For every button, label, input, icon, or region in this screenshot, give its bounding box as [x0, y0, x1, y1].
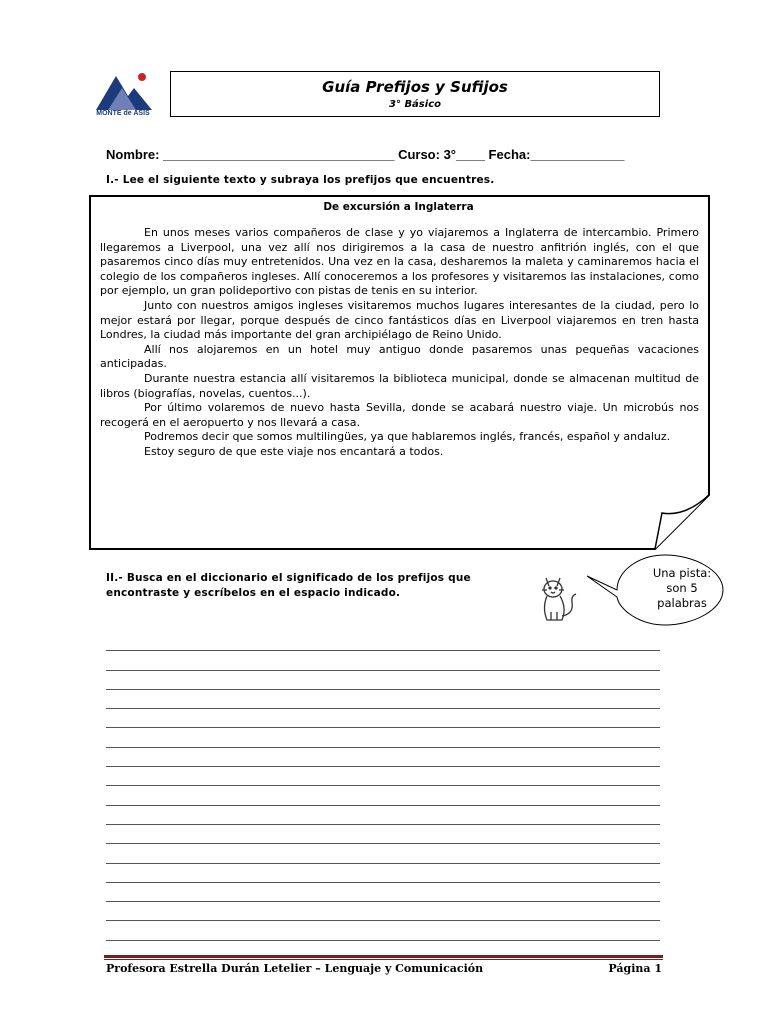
nombre-label: Nombre: [106, 147, 160, 162]
answer-line[interactable] [106, 825, 660, 844]
page-subtitle: 3° Básico [389, 99, 441, 110]
student-info-line [106, 147, 624, 162]
curso-label: Curso: 3° [398, 147, 456, 162]
answer-line[interactable] [106, 921, 660, 940]
hint-line: son 5 [666, 581, 698, 595]
reading-paragraph: Junto con nuestros amigos ingleses visitaremos muchos lugares interesantes de la ciudad, pero lo mejor estará por llegar, porque después de cinco fantásticos días en Liverpool viajaremos en tren hasta Londres, la ciudad más importante del gran archipiélago de Reino Unido. [100, 298, 699, 342]
answer-line[interactable] [106, 902, 660, 921]
reading-paragraph: Durante nuestra estancia allí visitaremos la biblioteca municipal, donde se almacenan multitud de libros (biografías, novelas, cuentos...). [100, 371, 699, 400]
answer-line[interactable] [106, 767, 660, 786]
answer-line[interactable] [106, 786, 660, 805]
answer-lines[interactable] [106, 632, 660, 941]
hint-text [640, 566, 724, 611]
reading-text [100, 226, 699, 460]
reading-paragraph: Podremos decir que somos multilingües, ya que hablaremos inglés, francés, español y andaluz. [144, 430, 671, 444]
page-title: Guía Prefijos y Sufijos [322, 78, 508, 96]
section-1-instruction: I.- Lee el siguiente texto y subraya los prefijos que encuentres. [106, 174, 495, 186]
answer-line[interactable] [106, 844, 660, 863]
answer-line[interactable] [106, 728, 660, 747]
answer-line[interactable] [106, 632, 660, 651]
fecha-blank[interactable]: _____________ [530, 147, 625, 162]
answer-line[interactable] [106, 671, 660, 690]
answer-line[interactable] [106, 883, 660, 902]
reading-paragraph: Estoy seguro de que este viaje nos encantará a todos. [144, 444, 444, 458]
answer-line[interactable] [106, 690, 660, 709]
fecha-label: Fecha: [488, 147, 531, 162]
answer-line[interactable] [106, 709, 660, 728]
section-2-instruction: II.- Busca en el diccionario el significado de los prefijos que encontraste y escríbelos en el espacio indicado. [106, 572, 471, 599]
nombre-blank[interactable]: ________________________________ [163, 147, 395, 162]
answer-line[interactable] [106, 651, 660, 670]
footer-rule [104, 955, 663, 958]
answer-line[interactable] [106, 748, 660, 767]
reading-paragraph: Allí nos alojaremos en un hotel muy antiguo donde pasaremos unas pequeñas vacaciones anticipadas. [100, 342, 699, 371]
page-number: Página 1 [608, 962, 662, 975]
hint-line: Una pista: [652, 566, 712, 580]
reading-paragraph: En unos meses varios compañeros de clase y yo viajaremos a Inglaterra de intercambio. Primero llegaremos a Liverpool, una vez allí nos dirigiremos a la casa de nuestro anfitrión inglés, con el que pasaremos cinco días muy entretenidos. Una vez en la casa, desharemos la maleta y caminaremos hacia el colegio de los compañeros ingleses. Allí conoceremos a los profesores y visitaremos las instalaciones, como por ejemplo, un gran polideportivo con pistas de tenis en su interior. [100, 226, 699, 298]
logo-text: MONTE de ASIS [96, 110, 150, 117]
header-box [170, 71, 660, 117]
reading-paragraph: Por último volaremos de nuevo hasta Sevilla, donde se acabará nuestro viaje. Un microbús nos recogerá en el aeropuerto y nos llevará a casa. [100, 401, 699, 429]
footer-rule [104, 959, 663, 960]
hint-line: palabras [657, 596, 707, 610]
reading-title: De excursión a Inglaterra [323, 201, 474, 213]
answer-line[interactable] [106, 806, 660, 825]
answer-line[interactable] [106, 864, 660, 883]
footer-author: Profesora Estrella Durán Letelier – Lenguaje y Comunicación [106, 962, 484, 975]
curso-blank[interactable]: ____ [456, 147, 485, 162]
